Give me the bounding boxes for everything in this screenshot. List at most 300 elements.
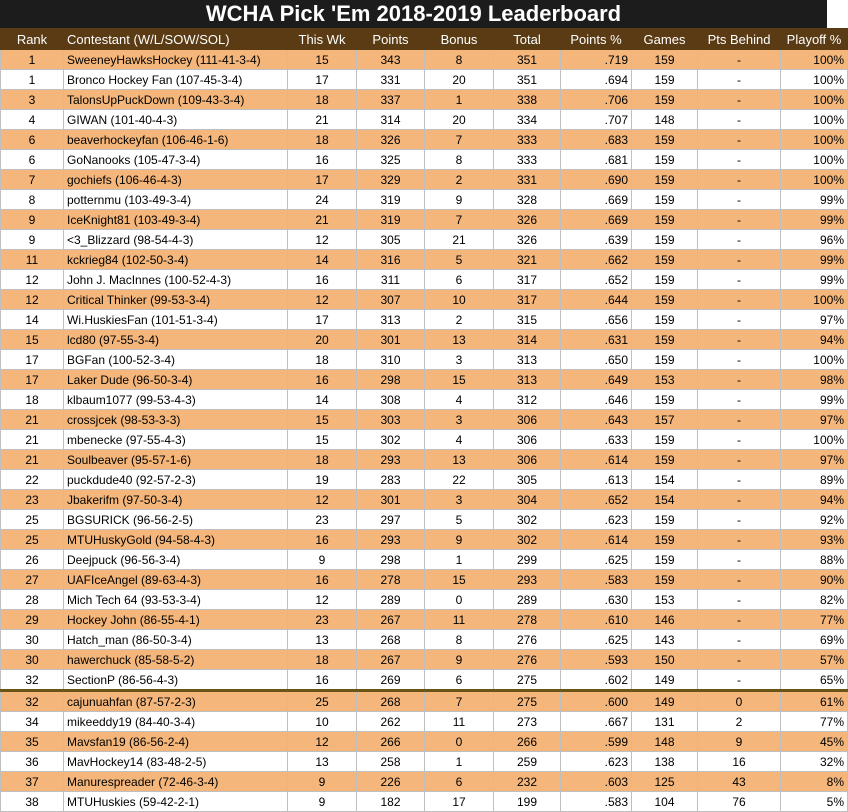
- points-behind-cell: -: [698, 530, 781, 550]
- rank-cell: 7: [1, 170, 64, 190]
- contestant-cell: potternmu (103-49-3-4): [64, 190, 288, 210]
- bonus-cell: 4: [425, 390, 494, 410]
- rank-cell: 21: [1, 430, 64, 450]
- playoff-percent-cell: 32%: [781, 752, 848, 772]
- contestant-cell: Soulbeaver (95-57-1-6): [64, 450, 288, 470]
- points-behind-cell: -: [698, 110, 781, 130]
- rank-cell: 36: [1, 752, 64, 772]
- this-week-cell: 12: [288, 732, 357, 752]
- bonus-cell: 9: [425, 190, 494, 210]
- table-row: [1, 732, 848, 752]
- games-cell: 148: [632, 732, 698, 752]
- points-behind-cell: -: [698, 510, 781, 530]
- points-percent-cell: .610: [561, 610, 632, 630]
- leaderboard-table: [0, 28, 848, 812]
- total-cell: 321: [494, 250, 561, 270]
- rank-cell: 14: [1, 310, 64, 330]
- points-cell: 307: [357, 290, 425, 310]
- games-cell: 159: [632, 570, 698, 590]
- games-cell: 159: [632, 510, 698, 530]
- total-cell: 275: [494, 691, 561, 712]
- points-behind-cell: -: [698, 390, 781, 410]
- this-week-cell: 18: [288, 650, 357, 670]
- total-cell: 266: [494, 732, 561, 752]
- this-week-cell: 17: [288, 170, 357, 190]
- points-percent-cell: .630: [561, 590, 632, 610]
- bonus-cell: 5: [425, 250, 494, 270]
- games-cell: 159: [632, 50, 698, 70]
- table-row: [1, 390, 848, 410]
- points-percent-cell: .681: [561, 150, 632, 170]
- games-cell: 159: [632, 310, 698, 330]
- bonus-cell: 6: [425, 772, 494, 792]
- playoff-percent-cell: 100%: [781, 290, 848, 310]
- bonus-cell: 7: [425, 130, 494, 150]
- table-row: [1, 90, 848, 110]
- games-cell: 138: [632, 752, 698, 772]
- points-percent-cell: .652: [561, 490, 632, 510]
- contestant-cell: MavHockey14 (83-48-2-5): [64, 752, 288, 772]
- rank-cell: 17: [1, 350, 64, 370]
- table-row: [1, 691, 848, 712]
- table-body: [1, 50, 848, 812]
- bonus-cell: 1: [425, 550, 494, 570]
- table-row: [1, 450, 848, 470]
- this-week-cell: 13: [288, 630, 357, 650]
- table-row: [1, 190, 848, 210]
- points-cell: 283: [357, 470, 425, 490]
- points-behind-cell: 9: [698, 732, 781, 752]
- points-cell: 267: [357, 650, 425, 670]
- table-row: [1, 310, 848, 330]
- points-cell: 293: [357, 450, 425, 470]
- playoff-percent-cell: 100%: [781, 50, 848, 70]
- playoff-percent-cell: 100%: [781, 110, 848, 130]
- this-week-cell: 15: [288, 50, 357, 70]
- points-behind-cell: -: [698, 450, 781, 470]
- contestant-cell: Bronco Hockey Fan (107-45-3-4): [64, 70, 288, 90]
- total-cell: 302: [494, 530, 561, 550]
- contestant-cell: Mich Tech 64 (93-53-3-4): [64, 590, 288, 610]
- rank-cell: 21: [1, 410, 64, 430]
- games-cell: 149: [632, 670, 698, 691]
- table-header: [1, 29, 848, 50]
- bonus-cell: 1: [425, 90, 494, 110]
- table-row: [1, 430, 848, 450]
- total-cell: 333: [494, 130, 561, 150]
- points-behind-cell: -: [698, 130, 781, 150]
- bonus-cell: 5: [425, 510, 494, 530]
- rank-cell: 21: [1, 450, 64, 470]
- playoff-percent-cell: 99%: [781, 250, 848, 270]
- contestant-cell: UAFIceAngel (89-63-4-3): [64, 570, 288, 590]
- total-cell: 289: [494, 590, 561, 610]
- column-header-total: Total: [494, 29, 561, 50]
- points-percent-cell: .625: [561, 630, 632, 650]
- this-week-cell: 18: [288, 350, 357, 370]
- points-percent-cell: .646: [561, 390, 632, 410]
- this-week-cell: 17: [288, 70, 357, 90]
- points-cell: 314: [357, 110, 425, 130]
- total-cell: 331: [494, 170, 561, 190]
- table-row: [1, 150, 848, 170]
- points-percent-cell: .614: [561, 530, 632, 550]
- contestant-cell: SweeneyHawksHockey (111-41-3-4): [64, 50, 288, 70]
- points-behind-cell: -: [698, 570, 781, 590]
- rank-cell: 8: [1, 190, 64, 210]
- total-cell: 278: [494, 610, 561, 630]
- playoff-percent-cell: 97%: [781, 310, 848, 330]
- rank-cell: 9: [1, 210, 64, 230]
- contestant-cell: lcd80 (97-55-3-4): [64, 330, 288, 350]
- points-behind-cell: -: [698, 250, 781, 270]
- bonus-cell: 8: [425, 50, 494, 70]
- table-row: [1, 630, 848, 650]
- points-percent-cell: .667: [561, 712, 632, 732]
- rank-cell: 12: [1, 290, 64, 310]
- playoff-percent-cell: 94%: [781, 490, 848, 510]
- points-cell: 319: [357, 190, 425, 210]
- column-header-this-week: This Wk: [288, 29, 357, 50]
- bonus-cell: 11: [425, 610, 494, 630]
- table-row: [1, 410, 848, 430]
- column-header-points-behind: Pts Behind: [698, 29, 781, 50]
- playoff-percent-cell: 100%: [781, 350, 848, 370]
- this-week-cell: 15: [288, 430, 357, 450]
- bonus-cell: 17: [425, 792, 494, 812]
- points-behind-cell: -: [698, 330, 781, 350]
- this-week-cell: 17: [288, 310, 357, 330]
- contestant-cell: GoNanooks (105-47-3-4): [64, 150, 288, 170]
- playoff-percent-cell: 5%: [781, 792, 848, 812]
- points-percent-cell: .644: [561, 290, 632, 310]
- points-cell: 258: [357, 752, 425, 772]
- points-behind-cell: 43: [698, 772, 781, 792]
- this-week-cell: 12: [288, 490, 357, 510]
- games-cell: 159: [632, 130, 698, 150]
- this-week-cell: 12: [288, 230, 357, 250]
- table-row: [1, 712, 848, 732]
- bonus-cell: 13: [425, 450, 494, 470]
- rank-cell: 25: [1, 530, 64, 550]
- this-week-cell: 10: [288, 712, 357, 732]
- total-cell: 306: [494, 450, 561, 470]
- contestant-cell: <3_Blizzard (98-54-4-3): [64, 230, 288, 250]
- points-behind-cell: 16: [698, 752, 781, 772]
- bonus-cell: 13: [425, 330, 494, 350]
- rank-cell: 18: [1, 390, 64, 410]
- rank-cell: 30: [1, 650, 64, 670]
- games-cell: 159: [632, 290, 698, 310]
- playoff-percent-cell: 100%: [781, 430, 848, 450]
- points-percent-cell: .600: [561, 691, 632, 712]
- this-week-cell: 14: [288, 390, 357, 410]
- bonus-cell: 20: [425, 70, 494, 90]
- points-behind-cell: -: [698, 310, 781, 330]
- points-cell: 305: [357, 230, 425, 250]
- points-behind-cell: -: [698, 210, 781, 230]
- table-row: [1, 210, 848, 230]
- games-cell: 159: [632, 90, 698, 110]
- bonus-cell: 15: [425, 370, 494, 390]
- contestant-cell: MTUHuskies (59-42-2-1): [64, 792, 288, 812]
- games-cell: 154: [632, 490, 698, 510]
- playoff-percent-cell: 90%: [781, 570, 848, 590]
- points-cell: 329: [357, 170, 425, 190]
- games-cell: 159: [632, 430, 698, 450]
- contestant-cell: gochiefs (106-46-4-3): [64, 170, 288, 190]
- playoff-percent-cell: 97%: [781, 450, 848, 470]
- games-cell: 104: [632, 792, 698, 812]
- rank-cell: 28: [1, 590, 64, 610]
- playoff-percent-cell: 69%: [781, 630, 848, 650]
- points-percent-cell: .650: [561, 350, 632, 370]
- games-cell: 159: [632, 150, 698, 170]
- games-cell: 159: [632, 270, 698, 290]
- points-behind-cell: 0: [698, 691, 781, 712]
- contestant-cell: BGSURICK (96-56-2-5): [64, 510, 288, 530]
- points-cell: 262: [357, 712, 425, 732]
- this-week-cell: 16: [288, 370, 357, 390]
- this-week-cell: 16: [288, 530, 357, 550]
- points-behind-cell: -: [698, 70, 781, 90]
- points-cell: 343: [357, 50, 425, 70]
- games-cell: 159: [632, 70, 698, 90]
- games-cell: 159: [632, 530, 698, 550]
- points-cell: 298: [357, 370, 425, 390]
- points-percent-cell: .683: [561, 130, 632, 150]
- points-behind-cell: -: [698, 90, 781, 110]
- contestant-cell: mbenecke (97-55-4-3): [64, 430, 288, 450]
- points-behind-cell: -: [698, 590, 781, 610]
- bonus-cell: 8: [425, 630, 494, 650]
- playoff-percent-cell: 92%: [781, 510, 848, 530]
- this-week-cell: 23: [288, 510, 357, 530]
- games-cell: 159: [632, 330, 698, 350]
- rank-cell: 23: [1, 490, 64, 510]
- total-cell: 333: [494, 150, 561, 170]
- bonus-cell: 7: [425, 691, 494, 712]
- games-cell: 159: [632, 550, 698, 570]
- table-row: [1, 772, 848, 792]
- points-percent-cell: .583: [561, 570, 632, 590]
- points-cell: 268: [357, 691, 425, 712]
- rank-cell: 38: [1, 792, 64, 812]
- contestant-cell: Wi.HuskiesFan (101-51-3-4): [64, 310, 288, 330]
- rank-cell: 17: [1, 370, 64, 390]
- bonus-cell: 8: [425, 150, 494, 170]
- contestant-cell: Hockey John (86-55-4-1): [64, 610, 288, 630]
- points-cell: 310: [357, 350, 425, 370]
- total-cell: 314: [494, 330, 561, 350]
- this-week-cell: 14: [288, 250, 357, 270]
- rank-cell: 4: [1, 110, 64, 130]
- contestant-cell: Laker Dude (96-50-3-4): [64, 370, 288, 390]
- games-cell: 143: [632, 630, 698, 650]
- contestant-cell: Jbakerifm (97-50-3-4): [64, 490, 288, 510]
- playoff-percent-cell: 93%: [781, 530, 848, 550]
- playoff-percent-cell: 99%: [781, 190, 848, 210]
- points-cell: 313: [357, 310, 425, 330]
- total-cell: 259: [494, 752, 561, 772]
- contestant-cell: klbaum1077 (99-53-4-3): [64, 390, 288, 410]
- points-behind-cell: -: [698, 490, 781, 510]
- total-cell: 326: [494, 210, 561, 230]
- column-header-points-percent: Points %: [561, 29, 632, 50]
- column-header-contestant: Contestant (W/L/SOW/SOL): [64, 29, 288, 50]
- total-cell: 302: [494, 510, 561, 530]
- points-percent-cell: .614: [561, 450, 632, 470]
- points-behind-cell: -: [698, 150, 781, 170]
- points-percent-cell: .602: [561, 670, 632, 691]
- rank-cell: 26: [1, 550, 64, 570]
- bonus-cell: 20: [425, 110, 494, 130]
- total-cell: 304: [494, 490, 561, 510]
- page-title: WCHA Pick 'Em 2018-2019 Leaderboard: [0, 0, 827, 28]
- points-cell: 319: [357, 210, 425, 230]
- bonus-cell: 11: [425, 712, 494, 732]
- points-behind-cell: -: [698, 670, 781, 691]
- total-cell: 328: [494, 190, 561, 210]
- playoff-percent-cell: 77%: [781, 712, 848, 732]
- contestant-cell: TalonsUpPuckDown (109-43-3-4): [64, 90, 288, 110]
- total-cell: 315: [494, 310, 561, 330]
- games-cell: 153: [632, 370, 698, 390]
- contestant-cell: Mavsfan19 (86-56-2-4): [64, 732, 288, 752]
- points-behind-cell: -: [698, 270, 781, 290]
- points-percent-cell: .613: [561, 470, 632, 490]
- playoff-percent-cell: 100%: [781, 130, 848, 150]
- points-behind-cell: -: [698, 290, 781, 310]
- table-row: [1, 470, 848, 490]
- this-week-cell: 25: [288, 691, 357, 712]
- rank-cell: 22: [1, 470, 64, 490]
- table-row: [1, 230, 848, 250]
- bonus-cell: 7: [425, 210, 494, 230]
- rank-cell: 12: [1, 270, 64, 290]
- total-cell: 313: [494, 350, 561, 370]
- column-header-rank: Rank: [1, 29, 64, 50]
- playoff-percent-cell: 89%: [781, 470, 848, 490]
- bonus-cell: 9: [425, 650, 494, 670]
- points-cell: 226: [357, 772, 425, 792]
- this-week-cell: 21: [288, 110, 357, 130]
- points-percent-cell: .639: [561, 230, 632, 250]
- playoff-percent-cell: 100%: [781, 70, 848, 90]
- table-row: [1, 110, 848, 130]
- playoff-percent-cell: 65%: [781, 670, 848, 691]
- this-week-cell: 18: [288, 450, 357, 470]
- points-percent-cell: .669: [561, 190, 632, 210]
- points-cell: 278: [357, 570, 425, 590]
- playoff-percent-cell: 82%: [781, 590, 848, 610]
- points-percent-cell: .583: [561, 792, 632, 812]
- points-percent-cell: .623: [561, 510, 632, 530]
- rank-cell: 25: [1, 510, 64, 530]
- table-row: [1, 130, 848, 150]
- points-cell: 297: [357, 510, 425, 530]
- points-behind-cell: -: [698, 230, 781, 250]
- table-row: [1, 70, 848, 90]
- table-row: [1, 490, 848, 510]
- rank-cell: 35: [1, 732, 64, 752]
- bonus-cell: 2: [425, 170, 494, 190]
- contestant-cell: GIWAN (101-40-4-3): [64, 110, 288, 130]
- total-cell: 313: [494, 370, 561, 390]
- bonus-cell: 6: [425, 670, 494, 691]
- points-cell: 301: [357, 330, 425, 350]
- total-cell: 232: [494, 772, 561, 792]
- bonus-cell: 21: [425, 230, 494, 250]
- this-week-cell: 16: [288, 670, 357, 691]
- points-percent-cell: .593: [561, 650, 632, 670]
- bonus-cell: 22: [425, 470, 494, 490]
- playoff-percent-cell: 94%: [781, 330, 848, 350]
- total-cell: 276: [494, 630, 561, 650]
- points-percent-cell: .706: [561, 90, 632, 110]
- points-cell: 337: [357, 90, 425, 110]
- rank-cell: 3: [1, 90, 64, 110]
- contestant-cell: mikeeddy19 (84-40-3-4): [64, 712, 288, 732]
- contestant-cell: Hatch_man (86-50-3-4): [64, 630, 288, 650]
- this-week-cell: 24: [288, 190, 357, 210]
- points-percent-cell: .599: [561, 732, 632, 752]
- points-cell: 325: [357, 150, 425, 170]
- total-cell: 199: [494, 792, 561, 812]
- games-cell: 159: [632, 250, 698, 270]
- rank-cell: 27: [1, 570, 64, 590]
- contestant-cell: beaverhockeyfan (106-46-1-6): [64, 130, 288, 150]
- games-cell: 131: [632, 712, 698, 732]
- points-percent-cell: .625: [561, 550, 632, 570]
- games-cell: 159: [632, 190, 698, 210]
- table-row: [1, 752, 848, 772]
- points-behind-cell: -: [698, 550, 781, 570]
- contestant-cell: Deejpuck (96-56-3-4): [64, 550, 288, 570]
- total-cell: 299: [494, 550, 561, 570]
- total-cell: 305: [494, 470, 561, 490]
- games-cell: 159: [632, 170, 698, 190]
- points-percent-cell: .690: [561, 170, 632, 190]
- contestant-cell: Manurespreader (72-46-3-4): [64, 772, 288, 792]
- bonus-cell: 0: [425, 590, 494, 610]
- games-cell: 125: [632, 772, 698, 792]
- playoff-percent-cell: 98%: [781, 370, 848, 390]
- games-cell: 159: [632, 230, 698, 250]
- table-row: [1, 570, 848, 590]
- contestant-cell: hawerchuck (85-58-5-2): [64, 650, 288, 670]
- playoff-percent-cell: 88%: [781, 550, 848, 570]
- points-cell: 302: [357, 430, 425, 450]
- column-header-bonus: Bonus: [425, 29, 494, 50]
- points-percent-cell: .656: [561, 310, 632, 330]
- games-cell: 146: [632, 610, 698, 630]
- contestant-cell: John J. MacInnes (100-52-4-3): [64, 270, 288, 290]
- rank-cell: 11: [1, 250, 64, 270]
- points-behind-cell: -: [698, 370, 781, 390]
- table-row: [1, 330, 848, 350]
- points-behind-cell: -: [698, 190, 781, 210]
- playoff-percent-cell: 99%: [781, 270, 848, 290]
- bonus-cell: 1: [425, 752, 494, 772]
- total-cell: 317: [494, 290, 561, 310]
- bonus-cell: 3: [425, 490, 494, 510]
- total-cell: 293: [494, 570, 561, 590]
- this-week-cell: 21: [288, 210, 357, 230]
- games-cell: 159: [632, 210, 698, 230]
- table-row: [1, 550, 848, 570]
- this-week-cell: 12: [288, 290, 357, 310]
